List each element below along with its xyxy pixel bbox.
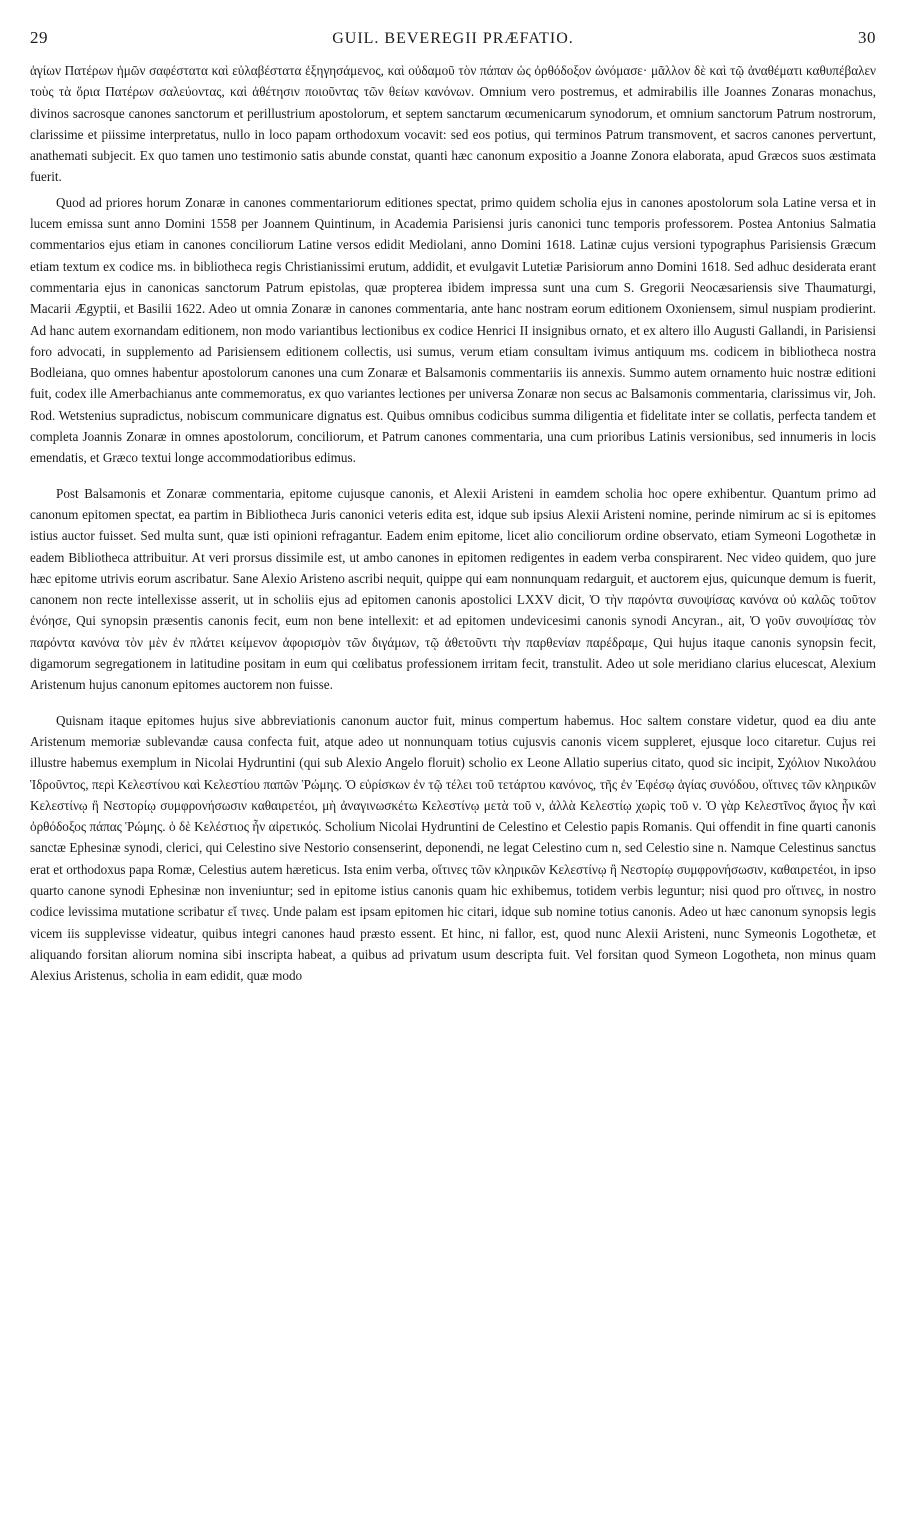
left-page-number: 29 (30, 28, 48, 47)
right-page-number: 30 (858, 28, 876, 47)
paragraph-2: Quod ad priores horum Zonaræ in canones commentariorum editiones spectat, primo quidem scholia ejus in canones apostolorum sola Latine versa et in lucem emissa sunt anno Domini 1558 per Joannem Quintinum, in Academia Parisiensi juris canonici tunc temporis professorem. Postea Antonius Salmatia commentarios ejus etiam in canones conciliorum Latine versos edidit Mediolani, anno Domini 1618. Latinæ cujus versioni typographus Parisiensis Græcum etiam textum ex codice ms. in bibliotheca regis Christianissimi erutum, addidit, et evulgavit Lutetiæ Parisiorum anno Domini 1618. Sed adhuc desiderata erant commentaria ejus in canonicas sanctorum Patrum epistolas, quæ propterea ibidem impressa sunt una cum S. Gregorii Neocæsariensis sive Thaumaturgi, Macarii Ægyptii, et Basilii 1622. Adeo ut omnia Zonaræ in canones commentaria, ante hanc nostram eorum editionem Oxoniensem, simul nuspiam prodierint. Ad hanc autem exornandam editionem, non modo variantibus lectionibus ex codice Henrici II insignibus ornato, et ex altero illo Augusti Gallandi, in Parisiensi foro advocati, in supplemento ad Parisiensem editionem collectis, usi sumus, verum etiam consultam ivimus antiquum ms. codicem in bibliotheca nostra Bodleiana, quo omnes habentur apostolorum canones una cum Zonaræ et Balsamonis commentariis iis annexis. Summo autem ornamento huic nostræ editioni fuit, codex ille Amerbachianus ante commemoratus, ex quo variantes lectiones per universa Zonaræ non secus ac Balsamonis commentaria, clarissimus vir, Joh. Rod. Wetstenius supradictus, nobiscum communicare dignatus est. Quibus omnibus codicibus summa diligentia et fidelitate inter se collatis, perfecta tandem et completa Joannis Zonaræ in omnes apostolorum, conciliorum, et Patrum canones commentaria, una cum prioribus Latinis versionibus, sed innumeris in locis emendatis, et Græco textui longe accommodatioribus edimus. (30, 194, 876, 466)
running-title: GUIL. BEVEREGII PRÆFATIO. (332, 30, 574, 47)
running-header (30, 28, 876, 52)
paragraph-4: Quisnam itaque epitomes hujus sive abbreviationis canonum auctor fuit, minus compertum habemus. Hoc saltem constare videtur, quod ea diu ante Aristenum memoriæ sublevandæ causa confecta fuit, atque adeo ut nonnunquam totius cujusvis canonis vicem suppleret, ejusque loco citaretur. Cujus rei illustre habemus exemplum in Nicolai Hydruntini (qui sub Alexio Angelo floruit) scholio ex Leone Allatio superius citato, quod sic incipit, Σχόλιον Νικολάου Ἱδρoῦντος, περὶ Κελεστίνου καὶ Κελεστίου παπῶν Ῥώμης. Ὁ εὑρίσκων ἐν τῷ τέλει τοῦ τετάρτου κανόνος, τῆς ἐν Ἐφέσῳ ἁγίας συνόδου, οἵτινες τῶν κληρικῶν Κελεστίνῳ ἢ Νεστορίῳ συμφρονήσωσιν καθαιρετέοι, μὴ ἀναγινωσκέτω Κελεστίνῳ μετὰ τοῦ ν, ἀλλὰ Κελεστίῳ χωρὶς τοῦ ν. Ὁ γὰρ Κελεστῖνος ἅγιος ἦν καὶ ὀρθόδοξος πάπας Ῥώμης. ὁ δὲ Κελέστιος ἦν αἱρετικός. Scholium Nicolai Hydruntini de Celestino et Celestio papis Romanis. Qui offendit in fine quarti canonis sanctæ Ephesinæ synodi, clerici, qui Celestino sive Nestorio consenserint, deponendi, ne legat Celestino cum n, sed Celestio sine n. Namque Celestinus sanctus erat et orthodoxus papa Romæ, Celestius autem hæreticus. Ista enim verba, οἵτινες τῶν κληρικῶν Κελεστίνῳ ἢ Νεστορίῳ συμφρονήσωσιν, καθαιρετέοι, in ipso quarto canone synodi Ephesinæ non inveniuntur; sed in epitome istius canonis quam hic exhibemus, totidem verbis leguntur; nisi quod pro οἵτινες, in nostro codice levissima mutatione scribatur εἴ τινες. Unde palam est ipsam epitomen hic citari, idque sub nomine totius canonis. Adeo ut hæc canonum synopsis legis vicem iis supplevisse videatur, quibus integri canones haud præsto essent. Et hinc, ni fallor, est, quod nunc Alexii Aristeni, nunc Symeonis Logothetæ, et aliquando forsitan aliorum nomina sibi inscripta habeat, a quibus ad privatum usum descripta fuit. Vel forsitan quod Symeon Logotheta, non minus quam Alexius Aristenus, scholia in eam edidit, quæ modo (30, 712, 876, 984)
paragraph-1: ἁγίων Πατέρων ἡμῶν σαφέστατα καὶ εὐλαβέστατα ἐξηγησάμενος, καὶ οὐδαμοῦ τὸν πάπαν ὡς ὀρθόδοξον ὠνόμασε· μᾶλλον δὲ καὶ τῷ ἀναθέματι καθυπέβαλεν τοὺς τὰ ὅρια Πατέρων σαλεύοντας, καὶ ἀθέτησιν ποιοῦντας τῶν θείων κανόνων. Omnium vero postremus, et admirabilis ille Joannes Zonaras monachus, divinos sacrosque canones sanctorum et perillustrium apostolorum, et septem sanctarum œcumenicarum synodorum, et omnium sanctorum Patrum nostrorum, clarissime et piissime interpretatus, nullo in loco papam orthodoxum vocavit: sed eos potius, qui terminos Patrum transmovent, et sacros canones pervertunt, anathemati subjecit. Ex quo tamen uno testimonio satis abunde constat, quanti hæc canonum expositio a Joanne Zonora elaborata, apud Græcos suos æstimata fuerit. (30, 63, 876, 185)
paragraph-3: Post Balsamonis et Zonaræ commentaria, epitome cujusque canonis, et Alexii Aristeni in eamdem scholia hoc opere exhibentur. Quantum primo ad canonum epitomen spectat, ea partim in Bibliotheca Juris canonici veteris edita est, idque sub ipsius Alexii Aristeni nomine, perinde nimirum ac si is epitomes istius auctor fuisset. Sed multa sunt, quæ isti opinioni refragantur. Eadem enim epitome, licet alio conciliorum ordine observato, etiam Symeoni Logothetæ in eadem Bibliotheca attribuitur. At veri prorsus dissimile est, ut ambo canones in epitomen redigentes in eadem verba conspirarent. Nec video quidem, quo jure hæc epitome utrivis eorum ascribatur. Sane Alexio Aristeno ascribi nequit, quippe qui eam nonnunquam redarguit, et auctorem ejus, quicunque demum is fuerit, canonem non recte intellexisse asserit, ut in scholiis ejus ad epitomen canonis apostolici LXXV dicit, Ὁ τὴν παρόντα συνοψίσας κανόνα οὐ καλῶς τοῦτον ἐνόησε, Qui synopsin præsentis canonis fecit, eum non bene intellexit: et ad epitomen undevicesimi canonis synodi Ancyran., ait, Ὁ γοῦν συνοψίσας τὸν παρόντα κανόνα τὸν μὲν ἐν πλάτει κείμενον ἀφορισμὸν τῶν διγάμων, τῷ ἀθετοῦντι τὴν παρθενίαν παρέδραμε, Qui hujus itaque canonis synopsin fecit, digamorum segregationem in latitudine positam in eum qui cœlibatus professionem irritam fecit, transtulit. Adeo ut sole meridiano clarius elucescat, Alexium Aristenum hujus canonum epitomes auctorem non fuisse. (30, 485, 876, 693)
book-page (30, 28, 876, 1518)
